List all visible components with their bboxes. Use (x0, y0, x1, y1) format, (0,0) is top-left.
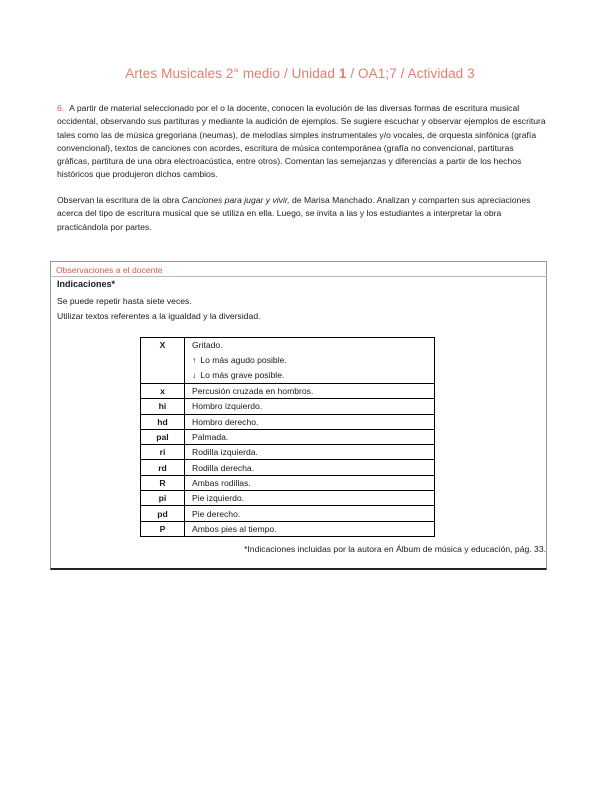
legend-description: Palmada. (185, 429, 435, 444)
note-line-repeat: Se puede repetir hasta siete veces. (57, 296, 192, 306)
note-line-texts: Utilizar textos referentes a la igualdad y la diversidad. (57, 311, 261, 321)
legend-description: Pie derecho. (185, 506, 435, 521)
legend-symbol: pd (141, 506, 185, 521)
legend-description: Rodilla izquierda. (185, 445, 435, 460)
legend-symbol: X (141, 338, 185, 384)
arrow-up-icon: ↑ (192, 355, 197, 365)
legend-symbol: P (141, 521, 185, 536)
legend-symbol: rd (141, 460, 185, 475)
activity-paragraph (57, 102, 547, 182)
legend-row (141, 491, 435, 506)
title-prefix: Artes Musicales 2° medio / Unidad (125, 66, 339, 81)
legend-line-low (192, 368, 429, 383)
observation-paragraph (57, 194, 547, 234)
work-title: Canciones para jugar y vivir, (181, 195, 290, 205)
legend-text-high: Lo más agudo posible. (200, 355, 287, 365)
legend-description: Ambos pies al tiempo. (185, 521, 435, 536)
unit-number: 1 (338, 66, 347, 81)
paragraph-after: de Marisa Manchado. Analizan y comparten sus apreciaciones acerca del tipo de escritura musical que se utiliza en ella. Luego, se invita a las y los estudiantes a interpretar la obra practicándola por partes. (57, 195, 531, 232)
legend-description: Hombro derecho. (185, 414, 435, 429)
legend-text-low: Lo más grave posible. (200, 370, 285, 380)
legend-row (141, 399, 435, 414)
notes-box-header: Observaciones a el docente (56, 265, 163, 275)
title-mid: / OA1;7 / Actividad (346, 66, 468, 81)
legend-row (141, 429, 435, 444)
legend-symbol: pal (141, 429, 185, 444)
indications-title: Indicaciones* (57, 279, 116, 289)
legend-description: Pie izquierdo. (185, 491, 435, 506)
legend-description (185, 338, 435, 384)
legend-symbol: hi (141, 399, 185, 414)
notes-box-divider (50, 276, 547, 277)
legend-symbol: hd (141, 414, 185, 429)
activity-number: 3 (467, 66, 475, 81)
paragraph-text: A partir de material seleccionado por el o la docente, conocen la evolución de las diversas formas de escritura musical occidental, observando sus partituras y mediante la audición de ejemplos. Se sugiere escuchar y observar ejemplos de escritura tales como las de música gregoriana (neumas), de melodías simples instrumentales y/o vocales, de orquesta sinfónica (grafía convencional), textos de canciones con acordes, escritura de música contemporánea (grafía no convencional, partituras gráficas, partitura de una obra electroacústica, entre otros). Comentan las semejanzas y diferencias a partir de los hechos históricos que produjeron dichos cambios. (57, 103, 546, 180)
legend-symbol: ri (141, 445, 185, 460)
legend-description: Percusión cruzada en hombros. (185, 384, 435, 399)
legend-symbol: R (141, 475, 185, 490)
legend-row (141, 445, 435, 460)
symbol-legend-table (140, 337, 435, 537)
legend-row (141, 338, 435, 384)
page-title (0, 66, 600, 81)
legend-row (141, 475, 435, 490)
legend-description: Ambas rodillas. (185, 475, 435, 490)
legend-row (141, 521, 435, 536)
legend-description: Hombro izquierdo. (185, 399, 435, 414)
legend-row (141, 384, 435, 399)
legend-line-high (192, 353, 429, 368)
legend-line-shouted: Gritado. (192, 340, 223, 350)
legend-row (141, 460, 435, 475)
paragraph-number: 6. (57, 103, 65, 113)
legend-symbol: pi (141, 491, 185, 506)
legend-symbol: x (141, 384, 185, 399)
legend-description: Rodilla derecha. (185, 460, 435, 475)
legend-row (141, 506, 435, 521)
paragraph-before: Observan la escritura de la obra (57, 195, 182, 205)
legend-row (141, 414, 435, 429)
arrow-down-icon: ↓ (192, 370, 197, 380)
footnote: *Indicaciones incluidas por la autora en Álbum de música y educación, pág. 33. (244, 544, 546, 554)
